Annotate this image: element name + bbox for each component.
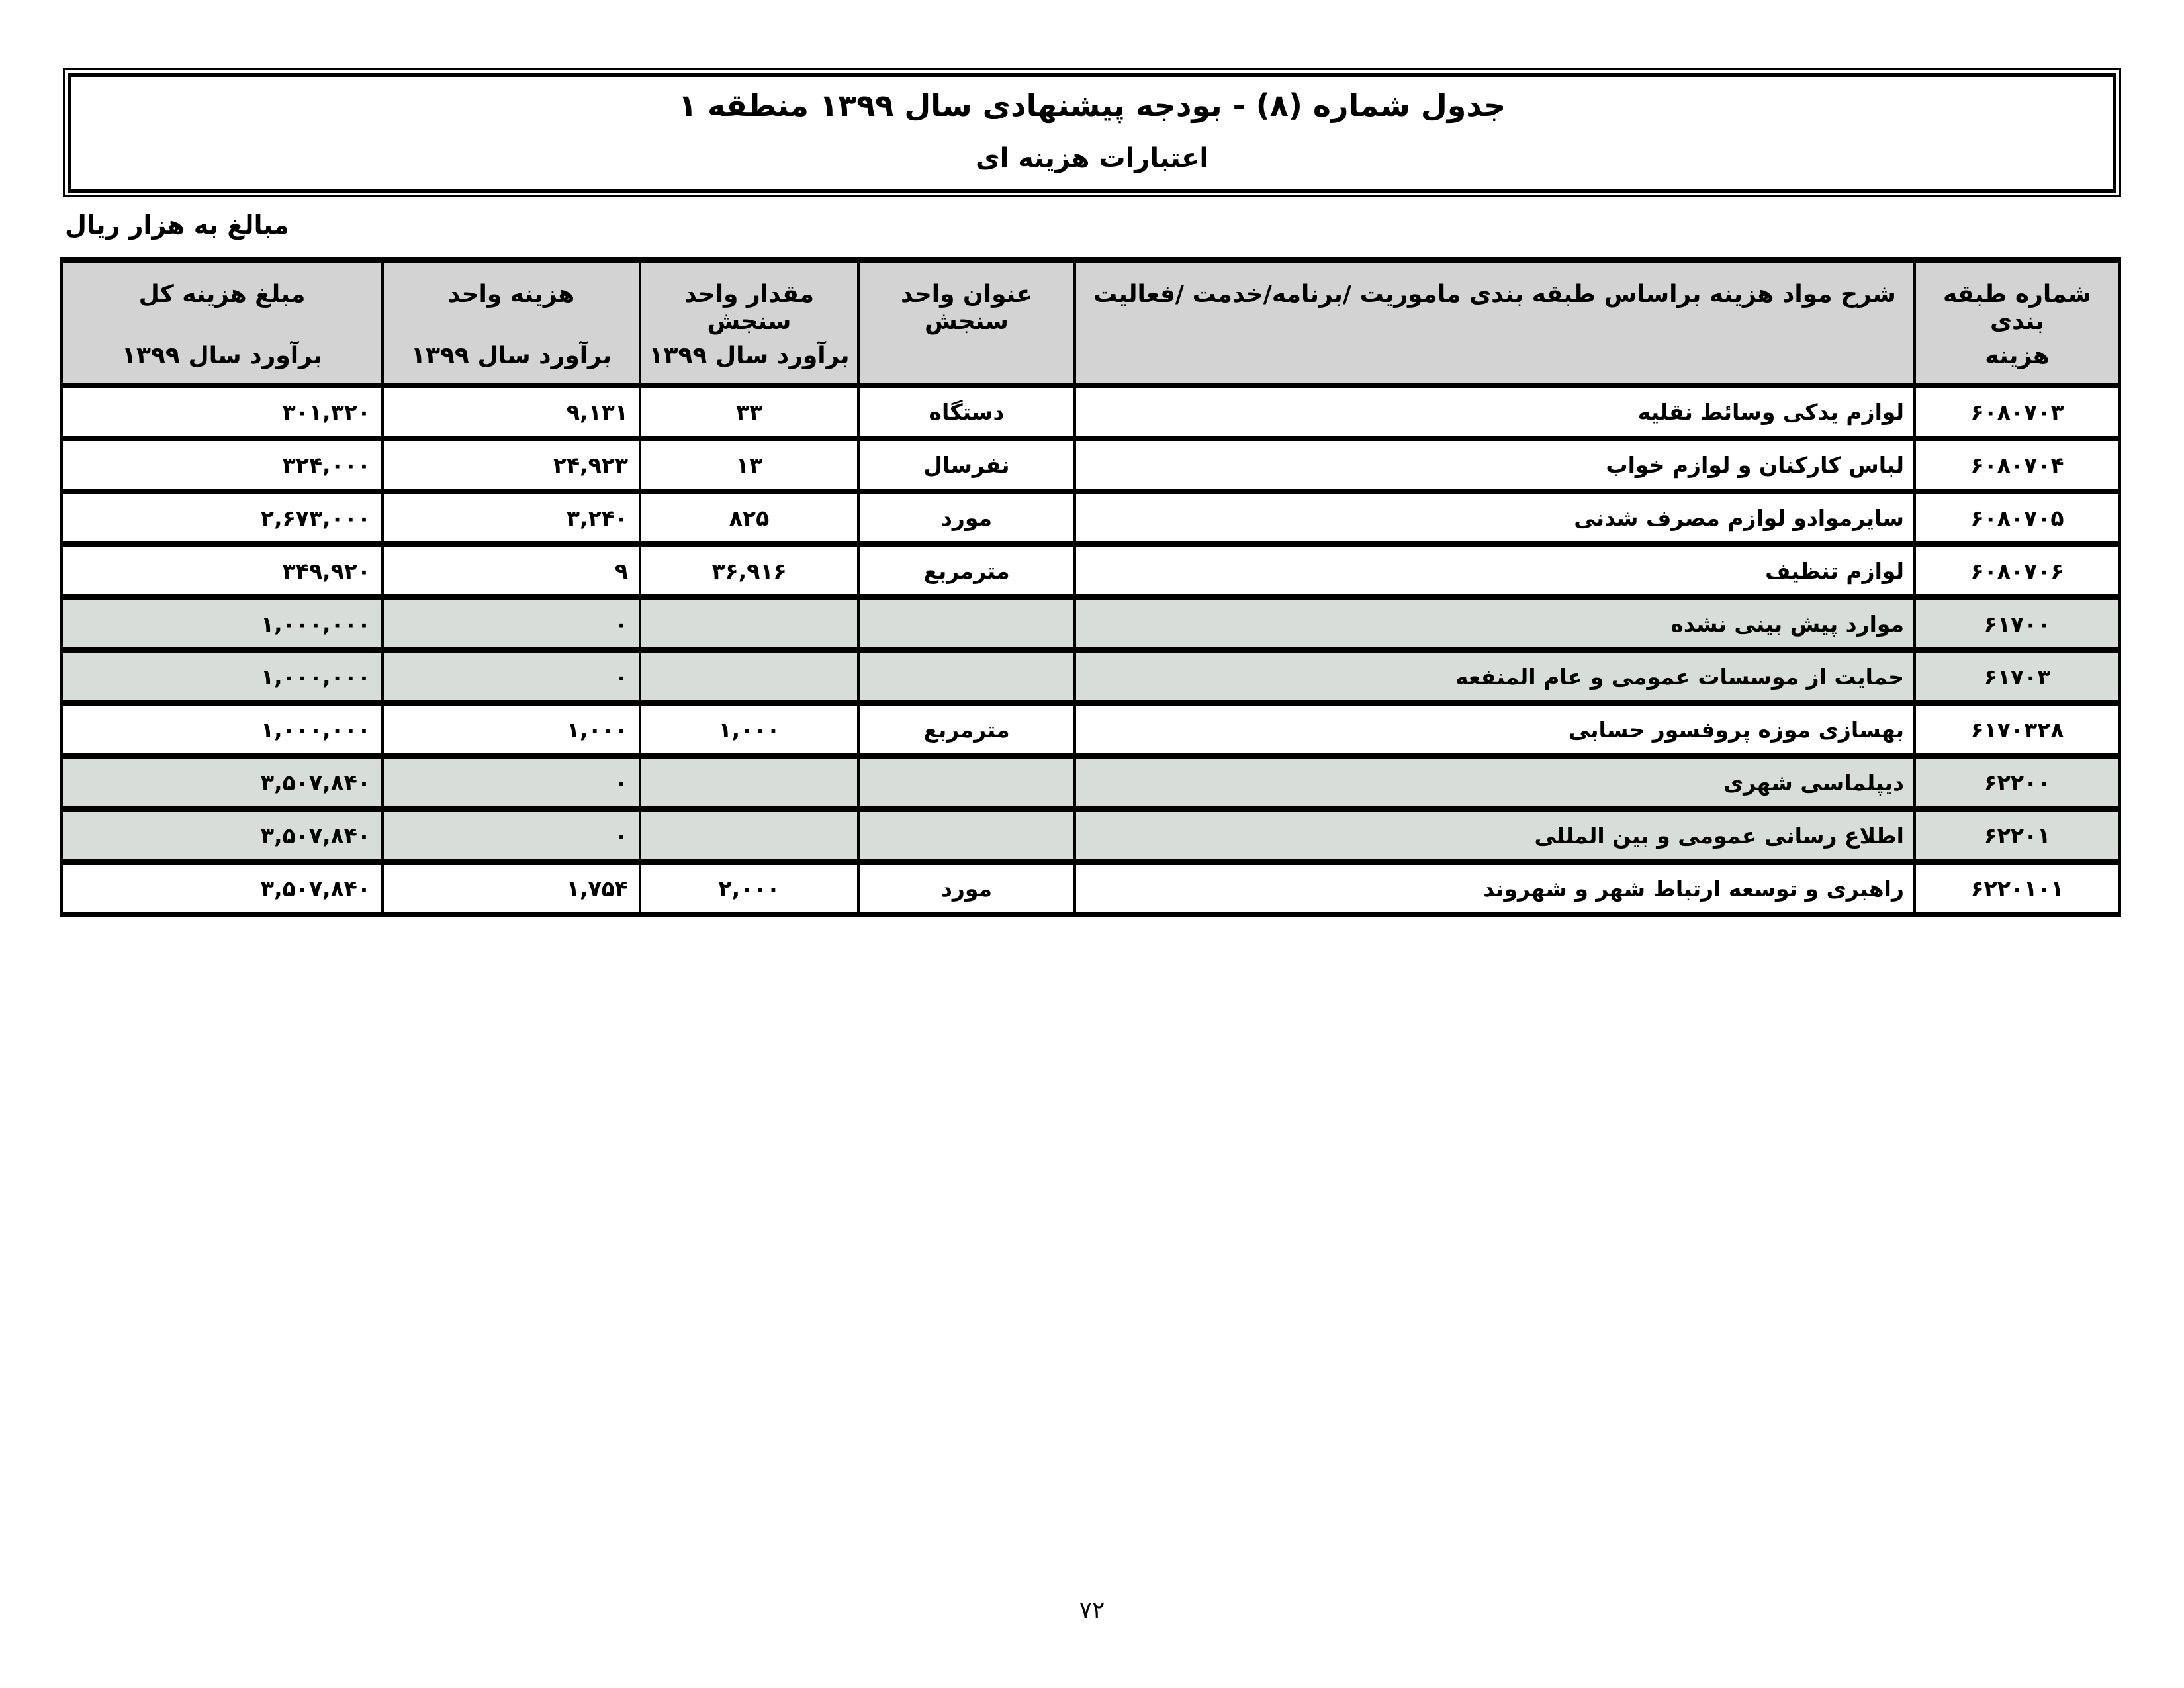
cell-description: لوازم یدکی وسائط نقلیه <box>1075 385 1915 438</box>
cell-unit-title: مورد <box>858 491 1075 544</box>
cell-unit-quantity <box>640 597 858 650</box>
header-unit-cost-line2: برآورد سال ۱۳۹۹ <box>411 342 612 369</box>
header-unit-title <box>858 260 1075 385</box>
cell-description: راهبری و توسعه ارتباط شهر و شهروند <box>1075 862 1915 915</box>
cell-code: ۶۰۸۰۷۰۶ <box>1915 544 2120 597</box>
header-unit-cost <box>383 260 640 385</box>
table-row <box>62 544 2120 597</box>
document-title: جدول شماره (۸) - بودجه پیشنهادی سال ۱۳۹۹ منطقه ۱ <box>678 87 1506 123</box>
header-code-line2: هزینه <box>1985 342 2050 369</box>
cell-code: ۶۱۷۰۳۲۸ <box>1915 703 2120 756</box>
title-frame-inner <box>68 73 2116 193</box>
cell-unit-quantity: ۳۳ <box>640 385 858 438</box>
cell-code: ۶۰۸۰۷۰۴ <box>1915 438 2120 491</box>
cell-code: ۶۲۲۰۱۰۱ <box>1915 862 2120 915</box>
cell-code: ۶۰۸۰۷۰۳ <box>1915 385 2120 438</box>
cell-total-cost: ۲,۶۷۳,۰۰۰ <box>62 491 383 544</box>
header-unit-title-line1: عنوان واحد سنجش <box>901 281 1032 335</box>
cell-unit-cost: ۰ <box>383 597 640 650</box>
table-row <box>62 438 2120 491</box>
table-row <box>62 809 2120 862</box>
cell-unit-cost: ۱,۷۵۴ <box>383 862 640 915</box>
header-total-cost-line2: برآورد سال ۱۳۹۹ <box>122 342 322 369</box>
cell-total-cost: ۱,۰۰۰,۰۰۰ <box>62 703 383 756</box>
cell-code: ۶۱۷۰۳ <box>1915 650 2120 703</box>
cell-total-cost: ۳۴۹,۹۲۰ <box>62 544 383 597</box>
cell-unit-cost: ۱,۰۰۰ <box>383 703 640 756</box>
header-unit-quantity-line2: برآورد سال ۱۳۹۹ <box>649 342 850 369</box>
cell-unit-title <box>858 809 1075 862</box>
header-total-cost <box>62 260 383 385</box>
cell-description: اطلاع رسانی عمومی و بین المللی <box>1075 809 1915 862</box>
cell-code: ۶۰۸۰۷۰۵ <box>1915 491 2120 544</box>
cell-total-cost: ۳,۵۰۷,۸۴۰ <box>62 756 383 809</box>
cell-unit-title: مترمربع <box>858 703 1075 756</box>
cell-code: ۶۲۲۰۰ <box>1915 756 2120 809</box>
cell-description: حمایت از موسسات عمومی و عام المنفعه <box>1075 650 1915 703</box>
cell-unit-quantity: ۱۳ <box>640 438 858 491</box>
table-row <box>62 650 2120 703</box>
cell-unit-cost: ۹,۱۳۱ <box>383 385 640 438</box>
cell-description: دیپلماسی شهری <box>1075 756 1915 809</box>
cell-unit-quantity <box>640 756 858 809</box>
cell-unit-title <box>858 756 1075 809</box>
cell-unit-title: مترمربع <box>858 544 1075 597</box>
cell-unit-title <box>858 597 1075 650</box>
cell-unit-cost: ۹ <box>383 544 640 597</box>
table-row <box>62 703 2120 756</box>
cell-total-cost: ۳,۵۰۷,۸۴۰ <box>62 862 383 915</box>
cell-description: موارد پیش بینی نشده <box>1075 597 1915 650</box>
budget-table <box>60 257 2121 917</box>
cell-description: بهسازی موزه پروفسور حسابی <box>1075 703 1915 756</box>
cell-unit-quantity: ۲,۰۰۰ <box>640 862 858 915</box>
header-row <box>62 260 2120 385</box>
table-row <box>62 385 2120 438</box>
cell-unit-cost: ۳,۲۴۰ <box>383 491 640 544</box>
cell-description: لباس کارکنان و لوازم خواب <box>1075 438 1915 491</box>
cell-total-cost: ۱,۰۰۰,۰۰۰ <box>62 597 383 650</box>
cell-total-cost: ۳۲۴,۰۰۰ <box>62 438 383 491</box>
cell-unit-quantity: ۳۶,۹۱۶ <box>640 544 858 597</box>
cell-unit-title: مورد <box>858 862 1075 915</box>
header-code-line1: شماره طبقه بندی <box>1943 281 2091 335</box>
header-unit-quantity <box>640 260 858 385</box>
page-number: ۷۲ <box>1079 1597 1105 1624</box>
cell-description: سایرموادو لوازم مصرف شدنی <box>1075 491 1915 544</box>
cell-description: لوازم تنظیف <box>1075 544 1915 597</box>
cell-unit-cost: ۲۴,۹۲۳ <box>383 438 640 491</box>
document-subtitle: اعتبارات هزینه ای <box>975 143 1209 174</box>
header-unit-cost-line1: هزینه واحد <box>447 281 575 308</box>
cell-unit-quantity <box>640 650 858 703</box>
table-row <box>62 756 2120 809</box>
cell-unit-title <box>858 650 1075 703</box>
cell-unit-title: نفرسال <box>858 438 1075 491</box>
cell-total-cost: ۳,۵۰۷,۸۴۰ <box>62 809 383 862</box>
table-row <box>62 862 2120 915</box>
cell-unit-cost: ۰ <box>383 809 640 862</box>
cell-code: ۶۱۷۰۰ <box>1915 597 2120 650</box>
table-row <box>62 597 2120 650</box>
amounts-unit-note: مبالغ به هزار ریال <box>65 211 289 240</box>
cell-unit-cost: ۰ <box>383 650 640 703</box>
title-frame <box>63 68 2121 197</box>
header-unit-quantity-line1: مقدار واحد سنجش <box>684 281 815 335</box>
header-total-cost-line1: مبلغ هزینه کل <box>138 281 306 308</box>
cell-unit-title: دستگاه <box>858 385 1075 438</box>
header-description-line1: شرح مواد هزینه براساس طبقه بندی ماموریت /برنامه/خدمت /فعالیت <box>1093 281 1896 308</box>
cell-total-cost: ۱,۰۰۰,۰۰۰ <box>62 650 383 703</box>
cell-total-cost: ۳۰۱,۳۲۰ <box>62 385 383 438</box>
cell-unit-quantity <box>640 809 858 862</box>
cell-unit-cost: ۰ <box>383 756 640 809</box>
cell-code: ۶۲۲۰۱ <box>1915 809 2120 862</box>
table-row <box>62 491 2120 544</box>
header-code <box>1915 260 2120 385</box>
cell-unit-quantity: ۸۲۵ <box>640 491 858 544</box>
cell-unit-quantity: ۱,۰۰۰ <box>640 703 858 756</box>
header-description <box>1075 260 1915 385</box>
